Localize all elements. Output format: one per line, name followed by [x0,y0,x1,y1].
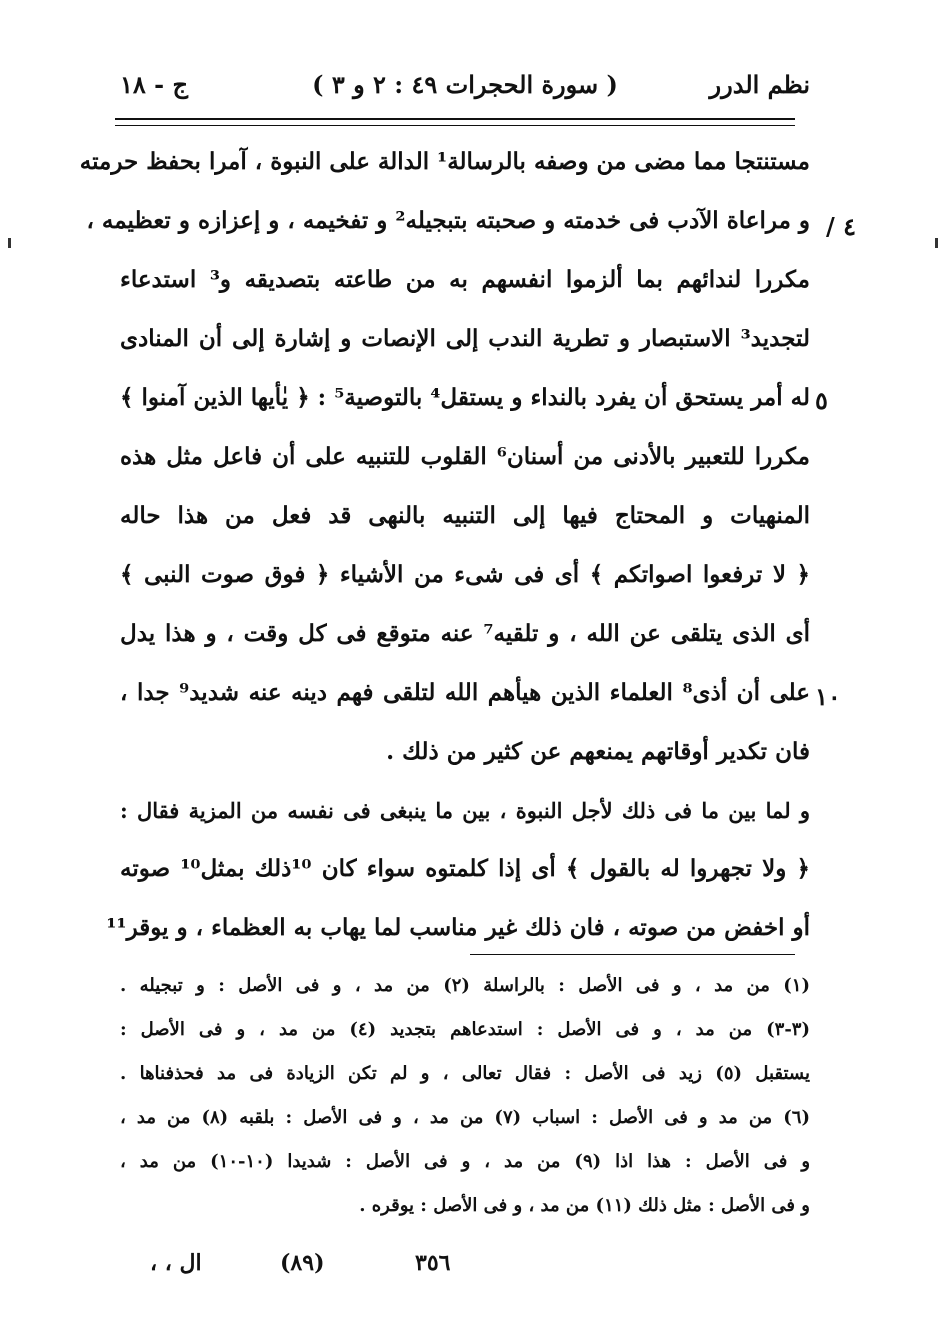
text-line: على أن أذى⁸ العلماء الذين هيأهم الله لتلقى فهم دينه عنه شديد⁹ جدا ، [120,679,810,706]
text-line: مكررا للتعبير بالأدنى من أسنان⁶ القلوب للتنبيه على أن فاعل مثل هذه [120,443,811,470]
page-footer [140,1250,790,1290]
volume-number: ج - ١٨ [120,70,188,99]
page-number: ٣٥٦ [415,1250,451,1276]
text-line: أو اخفض من صوته ، فان ذلك غير مناسب لما يهاب به العظماء ، و يوقر¹¹ [106,914,810,941]
text-line: مستنتجا مما مضى من وصفه بالرسالة¹ الدالة على النبوة ، آمرا بحفظ حرمته [79,148,810,175]
line-number-5: ٥ [815,386,828,415]
text-line: أى الذى يتلقى عن الله ، و تلقيه⁷ عنه متوقع فى كل وقت ، و هذا يدل [120,620,810,647]
scan-speck [8,238,11,248]
footnote-line: يستقبل (٥) زيد فى الأصل : فقال تعالى ، و لم تكن الزيادة فى مد فحذفناها . [120,1063,810,1084]
text-line: فان تكدير أوقاتهم يمنعهم عن كثير من ذلك . [386,738,810,765]
footnote-line: (١) من مد ، و فى الأصل : بالراسلة (٢) من مد ، و فى الأصل : و تبجيله . [120,975,810,996]
footnote-line: و فى الأصل : هذا اذا (٩) من مد ، و فى الأصل : شديدا (١٠-١٠) من مد ، [120,1151,811,1172]
fascicle-number: (٨٩) [280,1250,325,1276]
footnote-separator [470,954,795,955]
text-line: ﴿ ولا تجهروا له بالقول ﴾ أى إذا كلمتوه سواء كان ¹⁰ذلك بمثل¹⁰ صوته [120,855,810,882]
scan-speck [935,238,938,248]
surah-reference: ( سورة الحجرات ٤٩ : ٢ و ٣ ) [312,70,618,99]
text-line: و مراعاة الآدب فى خدمته و صحبته بتبجيله² و تفخيمه ، و إعزازه و تعظيمه ، [86,207,810,234]
verse-marker: ٤ / [826,212,857,241]
text-line: مكررا لندائهم بما ألزموا انفسهم به من طاعته بتصديقه و³ استدعاء [120,266,810,293]
text-line: لتجديد³ الاستبصار و تطرية الندب إلى الإنصات و إشارة إلى أن المنادى [120,325,810,352]
footnote-line: (٣-٣) من مد ، و فى الأصل : استدعاهم بتجديد (٤) من مد ، و فى الأصل : [120,1019,810,1040]
text-line: المنهيات و المحتاج فيها إلى التنبيه بالنهى قد فعل من هذا حاله [120,502,810,529]
book-title: نظم الدرر [709,70,810,99]
text-line: ﴿ لا ترفعوا اصواتكم ﴾ أى فى شىء من الأشياء ﴿ فوق صوت النبى ﴾ [120,561,810,588]
signature-mark: ال ، ، [150,1250,202,1276]
main-text [79,136,811,961]
footnotes [120,966,810,1230]
line-number-10: ١٠ [815,682,841,711]
text-line: و لما بين ما فى ذلك لأجل النبوة ، بين ما ينبغى فى نفسه من المزية فقال : [120,798,810,823]
running-header [120,70,810,110]
header-rule [115,118,795,126]
footnote-line: و فى الأصل : مثل ذلك (١١) من مد ، و فى الأصل : يوقره . [359,1195,810,1216]
footnote-line: (٦) من مد و فى الأصل : اسباب (٧) من مد ، و فى الأصل : بلقبه (٨) من مد ، [120,1107,810,1128]
text-line: له أمر يستحق أن يفرد بالنداء و يستقل⁴ بالتوصية⁵ : ﴿ يٰأيها الذين آمنوا ﴾ [119,384,810,411]
